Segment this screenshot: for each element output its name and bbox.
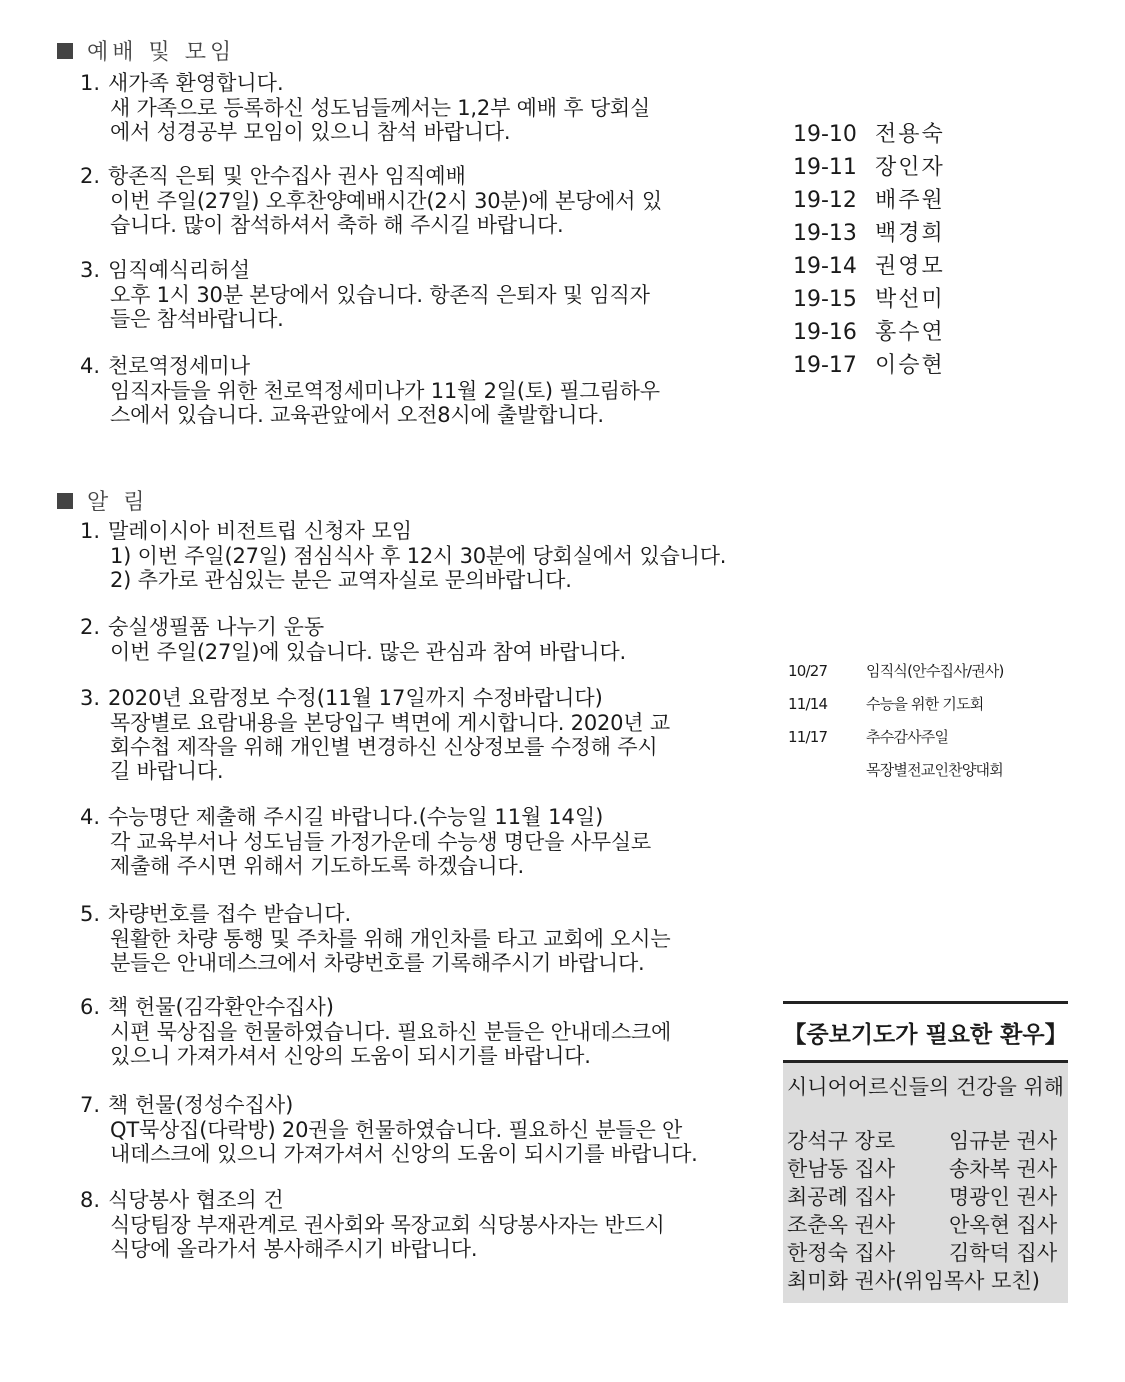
worship-item (80, 258, 770, 331)
schedule-name: 권영모 (875, 254, 945, 279)
event-text: 임직식(안수집사/권사) (866, 662, 1004, 680)
item-line: 있으니 가져가셔서 신앙의 도움이 되시기를 바랍니다. (110, 1044, 591, 1068)
item-line: 길 바랍니다. (110, 759, 224, 783)
item-line: 이번 주일(27일)에 있습니다. 많은 관심과 참여 바랍니다. (110, 640, 626, 664)
schedule-row (793, 151, 945, 184)
event-list (788, 655, 1004, 787)
notice-item (80, 805, 770, 878)
schedule-code: 19-11 (793, 155, 857, 180)
item-number: 4. (80, 354, 101, 378)
section-heading-text: 예배 및 모임 (87, 40, 236, 65)
item-line: 스에서 있습니다. 교육관앞에서 오전8시에 출발합니다. (110, 403, 604, 427)
schedule-row (793, 217, 945, 250)
item-number: 5. (80, 902, 101, 926)
worship-item (80, 164, 770, 237)
item-number: 3. (80, 258, 101, 282)
item-number: 7. (80, 1093, 101, 1117)
event-date: 11/14 (788, 695, 828, 713)
worship-item (80, 71, 770, 144)
item-line: 습니다. 많이 참석하셔서 축하 해 주시길 바랍니다. (110, 213, 564, 237)
item-number: 8. (80, 1188, 101, 1212)
item-line: 각 교육부서나 성도님들 가정가운데 수능생 명단을 사무실로 (110, 830, 651, 854)
schedule-name: 전용숙 (875, 122, 945, 147)
item-number: 3. (80, 686, 101, 710)
event-row (788, 754, 1004, 787)
item-title: 항존직 은퇴 및 안수집사 권사 임직예배 (108, 164, 466, 188)
item-title: 식당봉사 협조의 건 (108, 1188, 284, 1212)
item-number: 4. (80, 805, 101, 829)
item-line: 2) 추가로 관심있는 분은 교역자실로 문의바랍니다. (110, 568, 572, 592)
prayer-name: 한정숙 집사 (787, 1241, 896, 1265)
item-line: 에서 성경공부 모임이 있으니 참석 바랍니다. (110, 120, 511, 144)
item-number: 1. (80, 519, 101, 543)
prayer-row (787, 1211, 1068, 1239)
item-line: 회수첩 제작을 위해 개인별 변경하신 신상정보를 수정해 주시 (110, 735, 658, 759)
section-heading-text: 알 림 (87, 490, 149, 515)
item-line: 식당에 올라가서 봉사해주시기 바랍니다. (110, 1237, 478, 1261)
item-title: 2020년 요람정보 수정(11월 17일까지 수정바랍니다) (108, 686, 603, 710)
item-title: 새가족 환영합니다. (108, 71, 284, 95)
prayer-name: 김학덕 집사 (949, 1241, 1058, 1265)
schedule-row (793, 184, 945, 217)
section-heading-worship (57, 35, 235, 66)
item-title: 말레이시아 비전트립 신청자 모임 (108, 519, 413, 543)
schedule-code: 19-13 (793, 221, 857, 246)
prayer-name: 안옥현 집사 (949, 1213, 1058, 1237)
schedule-name: 장인자 (875, 155, 945, 180)
notice-item (80, 902, 770, 975)
event-row (788, 655, 1004, 688)
item-title: 수능명단 제출해 주시길 바랍니다.(수능일 11월 14일) (108, 805, 604, 829)
schedule-row (793, 118, 945, 151)
schedule-row (793, 283, 945, 316)
item-title: 숭실생필품 나누기 운동 (108, 615, 325, 639)
item-title: 책 헌물(정성수집사) (108, 1093, 294, 1117)
schedule-name: 백경희 (875, 221, 945, 246)
schedule-row (793, 349, 945, 382)
schedule-code: 19-16 (793, 320, 857, 345)
item-line: 오후 1시 30분 본당에서 있습니다. 항존직 은퇴자 및 임직자 (110, 283, 650, 307)
prayer-row (787, 1183, 1068, 1211)
notice-item (80, 686, 770, 783)
item-number: 2. (80, 615, 101, 639)
item-title: 책 헌물(김각환안수집사) (108, 995, 334, 1019)
item-line: 시편 묵상집을 헌물하였습니다. 필요하신 분들은 안내데스크에 (110, 1020, 672, 1044)
schedule-code: 19-10 (793, 122, 857, 147)
schedule-list (793, 118, 945, 382)
schedule-row (793, 316, 945, 349)
prayer-box (783, 1001, 1068, 1303)
item-line: 분들은 안내데스크에서 차량번호를 기록해주시기 바랍니다. (110, 951, 645, 975)
event-row (788, 688, 1004, 721)
item-number: 6. (80, 995, 101, 1019)
prayer-title: 【중보기도가 필요한 환우】 (783, 1001, 1068, 1063)
event-text: 추수감사주일 (866, 728, 949, 746)
notice-item (80, 519, 770, 592)
item-line: 임직자들을 위한 천로역정세미나가 11월 2일(토) 필그림하우 (110, 379, 660, 403)
item-title: 임직예식리허설 (108, 258, 251, 282)
section-heading-notices (57, 485, 149, 516)
event-date: 11/17 (788, 728, 828, 746)
schedule-code: 19-14 (793, 254, 857, 279)
item-title: 차량번호를 접수 받습니다. (108, 902, 352, 926)
prayer-row (787, 1239, 1068, 1267)
item-line: 1) 이번 주일(27일) 점심식사 후 12시 30분에 당회실에서 있습니다. (110, 544, 727, 568)
event-row (788, 721, 1004, 754)
item-line: 이번 주일(27일) 오후찬양예배시간(2시 30분)에 본당에서 있 (110, 189, 662, 213)
item-line: 목장별로 요람내용을 본당입구 벽면에 게시합니다. 2020년 교 (110, 711, 670, 735)
item-number: 2. (80, 164, 101, 188)
prayer-name: 조춘옥 권사 (787, 1213, 896, 1237)
prayer-name: 명광인 권사 (949, 1185, 1058, 1209)
event-text: 수능을 위한 기도회 (866, 695, 984, 713)
item-line: 내데스크에 있으니 가져가셔서 신앙의 도움이 되시기를 바랍니다. (110, 1142, 698, 1166)
prayer-name: 송차복 권사 (949, 1157, 1058, 1181)
event-date: 10/27 (788, 662, 828, 680)
schedule-name: 이승현 (875, 353, 945, 378)
prayer-row (787, 1127, 1068, 1155)
item-line: 식당팀장 부재관계로 권사회와 목장교회 식당봉사자는 반드시 (110, 1213, 665, 1237)
notice-item (80, 995, 770, 1068)
prayer-name: 강석구 장로 (787, 1129, 896, 1153)
notice-item (80, 615, 770, 664)
prayer-row (787, 1267, 1068, 1295)
item-line: 원활한 차량 통행 및 주차를 위해 개인차를 타고 교회에 오시는 (110, 927, 671, 951)
item-number: 1. (80, 71, 101, 95)
prayer-subtitle: 시니어어르신들의 건강을 위해 (787, 1075, 1065, 1099)
bullet-square-icon (57, 43, 73, 59)
bullet-square-icon (57, 493, 73, 509)
schedule-name: 배주원 (875, 188, 945, 213)
item-line: QT묵상집(다락방) 20권을 헌물하였습니다. 필요하신 분들은 안 (110, 1118, 683, 1142)
notice-item (80, 1093, 770, 1166)
prayer-name: 최미화 권사(위임목사 모친) (787, 1269, 1040, 1293)
event-text: 목장별전교인찬양대회 (866, 761, 1003, 779)
prayer-name: 임규분 권사 (949, 1129, 1058, 1153)
worship-item (80, 354, 770, 427)
item-line: 제출해 주시면 위해서 기도하도록 하겠습니다. (110, 854, 525, 878)
prayer-name: 한남동 집사 (787, 1157, 896, 1181)
schedule-code: 19-12 (793, 188, 857, 213)
schedule-name: 박선미 (875, 287, 945, 312)
prayer-name-list (783, 1101, 1068, 1295)
item-line: 새 가족으로 등록하신 성도님들께서는 1,2부 예배 후 당회실 (110, 96, 651, 120)
prayer-row (787, 1155, 1068, 1183)
notice-item (80, 1188, 770, 1261)
event-date (788, 754, 866, 787)
schedule-name: 홍수연 (875, 320, 945, 345)
prayer-name: 최공례 집사 (787, 1185, 896, 1209)
schedule-row (793, 250, 945, 283)
schedule-code: 19-17 (793, 353, 857, 378)
item-line: 들은 참석바랍니다. (110, 307, 284, 331)
schedule-code: 19-15 (793, 287, 857, 312)
item-title: 천로역정세미나 (108, 354, 251, 378)
